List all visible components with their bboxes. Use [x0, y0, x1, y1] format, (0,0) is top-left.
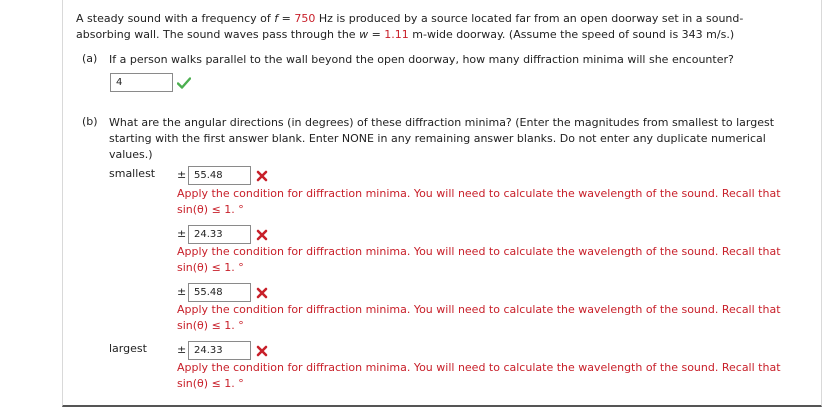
width-value: 1.11 — [384, 28, 409, 41]
smallest-label: smallest — [109, 167, 156, 180]
x-icon — [256, 345, 268, 357]
part-a-label: (a) — [82, 52, 98, 65]
feedback-1 — [177, 186, 797, 218]
feedback-3-line-1: Apply the condition for diffraction minima. You will need to calculate the wavelength of the sound. Recall that — [177, 303, 781, 316]
answer-4-input[interactable] — [188, 341, 251, 360]
frequency-symbol: f — [274, 12, 279, 25]
plus-minus-sign: ± — [177, 285, 187, 298]
x-icon — [256, 229, 268, 241]
intro-text-1: A steady sound with a frequency of — [76, 12, 275, 25]
plus-minus-sign: ± — [177, 227, 187, 240]
frequency-value: 750 — [294, 12, 316, 25]
problem-statement — [76, 11, 766, 43]
x-icon — [256, 170, 268, 182]
feedback-3-line-2: sin(θ) ≤ 1. ° — [177, 319, 244, 332]
feedback-4-line-2: sin(θ) ≤ 1. ° — [177, 377, 244, 390]
part-b-question: What are the angular directions (in degrees) of these diffraction minima? (Enter the magnitudes from smallest to largest starting with the first answer blank. Enter NONE in any remaining answer blanks. Do not enter any duplicate numerical values.) — [109, 116, 775, 161]
part-a-question: If a person walks parallel to the wall beyond the open doorway, how many diffraction minima will she encounter? — [109, 53, 734, 66]
answer-2-input[interactable] — [188, 225, 251, 244]
plus-minus-sign: ± — [177, 343, 187, 356]
feedback-2-line-2: sin(θ) ≤ 1. ° — [177, 261, 244, 274]
equals-2: = — [368, 28, 385, 41]
feedback-1-line-1: Apply the condition for diffraction minima. You will need to calculate the wavelength of the sound. Recall that — [177, 187, 781, 200]
feedback-2-line-1: Apply the condition for diffraction minima. You will need to calculate the wavelength of the sound. Recall that — [177, 245, 781, 258]
feedback-1-line-2: sin(θ) ≤ 1. ° — [177, 203, 244, 216]
x-icon — [256, 287, 268, 299]
width-symbol: w — [359, 28, 369, 41]
feedback-4 — [177, 360, 797, 392]
intro-text-3: m-wide doorway. (Assume the speed of sound is 343 m/s.) — [408, 28, 735, 41]
feedback-3 — [177, 302, 797, 334]
check-icon — [177, 77, 191, 89]
answer-1-input[interactable] — [188, 166, 251, 185]
part-a-answer-input[interactable] — [110, 73, 173, 92]
largest-label: largest — [109, 342, 147, 355]
feedback-2 — [177, 244, 797, 276]
equals-1: = — [278, 12, 295, 25]
feedback-4-line-1: Apply the condition for diffraction minima. You will need to calculate the wavelength of the sound. Recall that — [177, 361, 781, 374]
plus-minus-sign: ± — [177, 168, 187, 181]
answer-3-input[interactable] — [188, 283, 251, 302]
intro-text-2: Hz is produced by a source located far from an open doorway set in a sound-absorbing wall. The sound waves pass through the — [76, 12, 744, 41]
part-b-label: (b) — [82, 115, 98, 128]
